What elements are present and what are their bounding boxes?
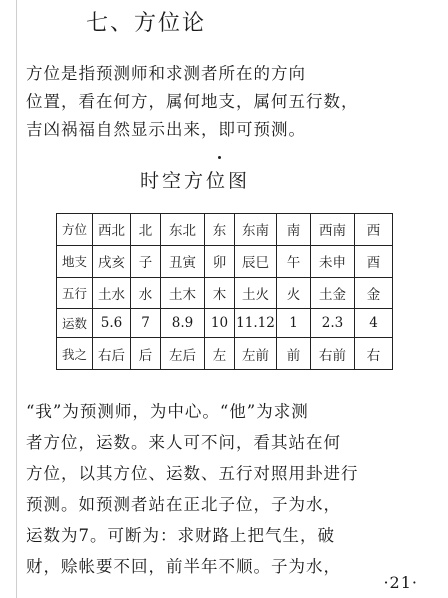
table-cell: 土水 — [93, 277, 131, 309]
page-number: ·21· — [383, 573, 418, 592]
table-cell: 右 — [355, 338, 393, 370]
table-cell: 东北 — [161, 214, 205, 246]
table-cell: 土金 — [311, 277, 355, 309]
table-cell: 北 — [131, 214, 161, 246]
row-header-cell: 五行 — [57, 277, 93, 309]
table-cell: 右后 — [93, 338, 131, 370]
table-cell: 卯 — [205, 245, 235, 277]
text-line: 位置，看在何方，属何地支，属何五行数， — [26, 92, 359, 111]
table-row-self — [57, 338, 393, 370]
table-cell: 未申 — [311, 245, 355, 277]
table-cell: 左后 — [161, 338, 205, 370]
table-cell: 5.6 — [93, 309, 131, 338]
text-line: 者方位，运数。来人可不问，看其站在何 — [26, 433, 341, 452]
table-cell: 辰巳 — [235, 245, 277, 277]
table-cell: 西 — [355, 214, 393, 246]
body-paragraph — [26, 396, 359, 582]
row-header-cell: 地支 — [57, 245, 93, 277]
table-cell: 东南 — [235, 214, 277, 246]
table-cell: 7 — [131, 309, 161, 338]
table-cell: 后 — [131, 338, 161, 370]
direction-table — [56, 213, 393, 370]
table-cell: 南 — [277, 214, 311, 246]
section-heading: 七、方位论 — [86, 11, 207, 36]
row-header-cell: 方位 — [57, 214, 93, 246]
table-cell: 2.3 — [311, 309, 355, 338]
table-cell: 火 — [277, 277, 311, 309]
text-line: 方位是指预测师和求测者所在的方向 — [26, 64, 306, 83]
table-row-number — [57, 309, 393, 338]
text-line: 预测。如预测者站在正北子位，子为水， — [26, 495, 341, 514]
table-cell: 11.12 — [235, 309, 277, 338]
table-cell: 西南 — [311, 214, 355, 246]
table-cell: 东 — [205, 214, 235, 246]
table-cell: 土木 — [161, 277, 205, 309]
table-cell: 木 — [205, 277, 235, 309]
table-cell: 左 — [205, 338, 235, 370]
table-cell: 前 — [277, 338, 311, 370]
table-cell: 金 — [355, 277, 393, 309]
table-cell: 土火 — [235, 277, 277, 309]
text-line: 方位，以其方位、运数、五行对照用卦进行 — [26, 464, 359, 483]
table-cell: 4 — [355, 309, 393, 338]
text-line: “我”为预测师，为中心。“他”为求测 — [26, 402, 309, 421]
table-cell: 酉 — [355, 245, 393, 277]
ink-dot — [218, 156, 221, 159]
row-header-cell: 运数 — [57, 309, 93, 338]
text-line: 运数为7。可断为：求财路上把气生，破 — [26, 526, 335, 545]
table-cell: 10 — [205, 309, 235, 338]
table-cell: 8.9 — [161, 309, 205, 338]
table-cell: 子 — [131, 245, 161, 277]
diagram-title: 时空方位图 — [140, 170, 251, 192]
table-cell: 右前 — [311, 338, 355, 370]
table-cell: 丑寅 — [161, 245, 205, 277]
table-cell: 午 — [277, 245, 311, 277]
intro-paragraph — [26, 60, 359, 144]
table-cell: 水 — [131, 277, 161, 309]
text-line: 财，赊帐要不回，前半年不顺。子为水， — [26, 557, 341, 576]
text-line: 吉凶祸福自然显示出来，即可预测。 — [26, 120, 306, 139]
table-cell: 1 — [277, 309, 311, 338]
table-cell: 戌亥 — [93, 245, 131, 277]
left-margin-line — [16, 0, 17, 598]
table-cell: 西北 — [93, 214, 131, 246]
row-header-cell: 我之 — [57, 338, 93, 370]
table-row-element — [57, 277, 393, 309]
table-row-branch — [57, 245, 393, 277]
table-cell: 左前 — [235, 338, 277, 370]
table-row-direction — [57, 214, 393, 246]
